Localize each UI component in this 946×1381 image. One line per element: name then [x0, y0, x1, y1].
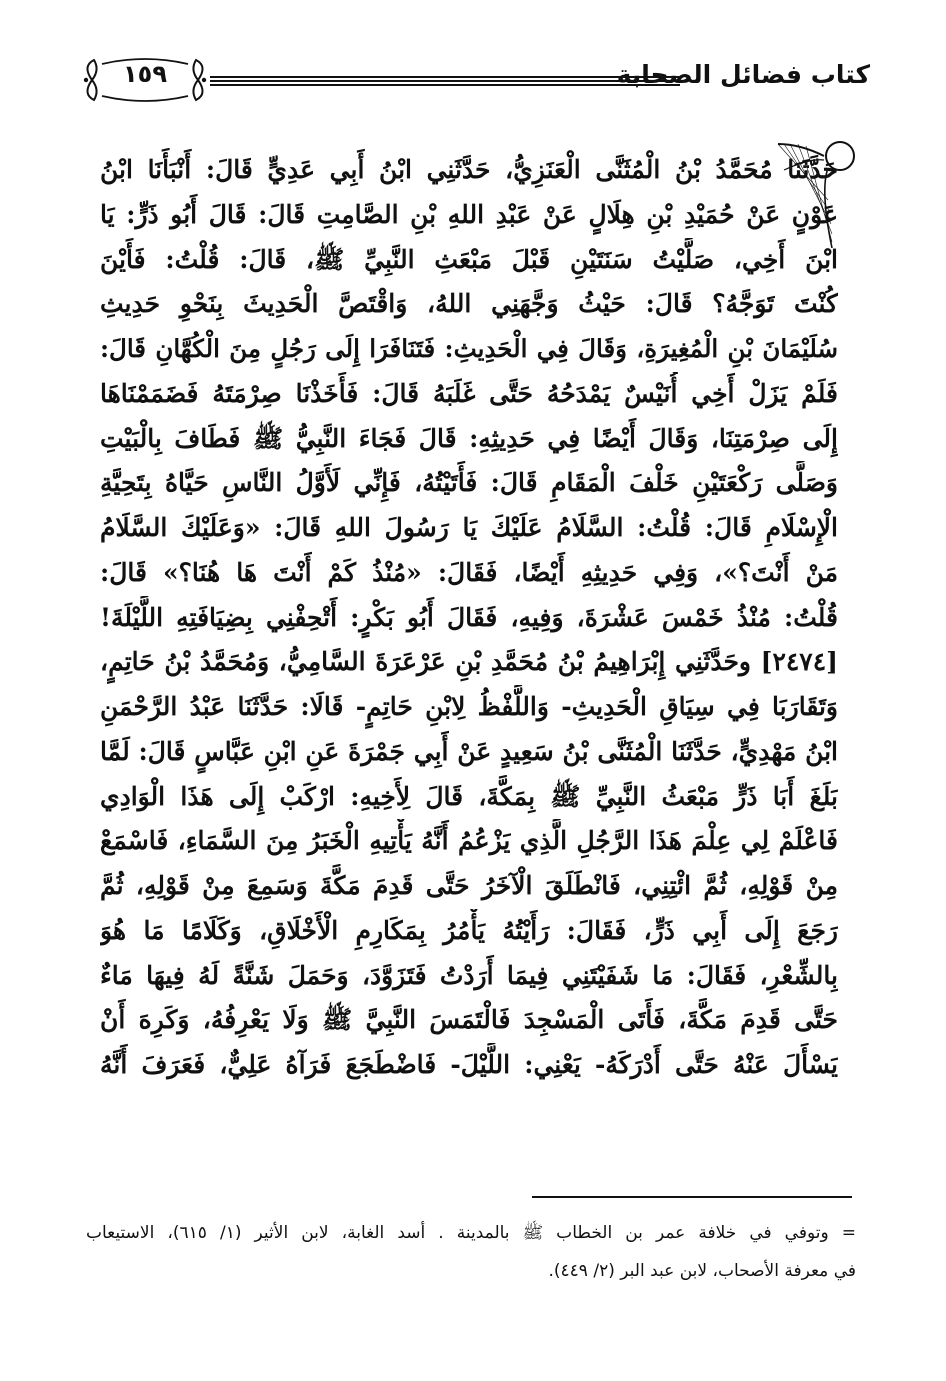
text-line: بِالشِّعْرِ، فَقَالَ: مَا شَفَيْتَنِي فِيمَا أَرَدْتُ فَتَزَوَّدَ، وَحَمَلَ شَنَّةً لَهُ فِيهَا مَاءٌ — [100, 960, 838, 990]
text-line: حَدَّثَنَا مُحَمَّدُ بْنُ الْمُثَنَّى الْعَنَزِيُّ، حَدَّثَنِي ابْنُ أَبِي عَدِيٍّ قَالَ: أَنْبَأَنَا ابْنُ — [100, 155, 838, 184]
text-line: كُنْتَ تَوَجَّهُ؟ قَالَ: حَيْثُ وَجَّهَنِي اللهُ، وَاقْتَصَّ الْحَدِيثَ بِنَحْوِ حَدِيثِ — [100, 289, 838, 319]
footnote-line: في معرفة الأصحاب، لابن عبد البر (٢/ ٤٤٩). — [548, 1261, 856, 1281]
text-line: فَاعْلَمْ لِي عِلْمَ هَذَا الرَّجُلِ الَّذِي يَزْعُمُ أَنَّهُ يَأْتِيهِ الْخَبَرُ مِنَ السَّمَاءِ، فَاسْمَعْ — [100, 826, 838, 856]
text-line: الْإِسْلَامِ قَالَ: قُلْتُ: السَّلَامُ عَلَيْكَ يَا رَسُولَ اللهِ قَالَ: «وَعَلَيْكَ السَّلَامُ — [100, 513, 838, 542]
text-line: يَسْأَلَ عَنْهُ حَتَّى أَدْرَكَهُ- يَعْنِي: اللَّيْلَ- فَاضْطَجَعَ فَرَآهُ عَلِيٌّ، فَعَرَفَ أَنَّهُ — [100, 1050, 838, 1079]
text-line: مَنْ أَنْتَ؟»، وَفِي حَدِيثِهِ أَيْضًا، فَقَالَ: «مُنْذُ كَمْ أَنْتَ هَا هُنَا؟» قَالَ: — [100, 557, 838, 587]
text-line: [٢٤٧٤] وحَدَّثَنِي إِبْرَاهِيمُ بْنُ مُحَمَّدِ بْنِ عَرْعَرَةَ السَّامِيُّ، وَمُحَمَّدُ بْنُ حَاتِمٍ، — [100, 647, 838, 677]
text-line: عَوْنٍ عَنْ حُمَيْدِ بْنِ هِلَالٍ عَنْ عَبْدِ اللهِ بْنِ الصَّامِتِ قَالَ: قَالَ أَبُو ذَرٍّ: يَا — [100, 199, 838, 229]
page-header — [80, 56, 870, 116]
text-line: فَلَمْ يَزَلْ أَخِي أُنَيْسٌ يَمْدَحُهُ حَتَّى غَلَبَهُ قَالَ: فَأَخَذْنَا صِرْمَتَهُ فَضَمَمْنَاهَا — [100, 378, 838, 408]
text-line: قُلْتُ: مُنْذُ خَمْسَ عَشْرَةَ، وَفِيهِ، فَقَالَ أَبُو بَكْرٍ: أَتْحِفْنِي بِضِيَافَتِهِ اللَّيْلَةَ! — [100, 602, 838, 632]
text-line: حَتَّى قَدِمَ مَكَّةَ، فَأَتَى الْمَسْجِدَ فَالْتَمَسَ النَّبِيَّ ﷺ وَلَا يَعْرِفُهُ، وَكَرِهَ أَنْ — [100, 1005, 838, 1035]
text-line: إِلَى صِرْمَتِنَا، وَقَالَ أَيْضًا فِي حَدِيثِهِ: قَالَ فَجَاءَ النَّبِيُّ ﷺ فَطَافَ بِالْبَيْتِ — [100, 423, 838, 453]
text-line: ابْنُ مَهْدِيٍّ، حَدَّثَنَا الْمُثَنَّى بْنُ سَعِيدٍ عَنْ أَبِي جَمْرَةَ عَنِ ابْنِ عَبَّاسٍ قَالَ: لَمَّا — [100, 736, 838, 766]
hadith-text — [100, 148, 838, 1088]
footnote-line: = وتوفي في خلافة عمر بن الخطاب ﷺ بالمدينة . أسد الغابة، لابن الأثير (١/ ٦١٥)، الاستيعاب — [86, 1223, 856, 1243]
text-line: رَجَعَ إِلَى أَبِي ذَرٍّ، فَقَالَ: رَأَيْتُهُ يَأْمُرُ بِمَكَارِمِ الْأَخْلَاقِ، وَكَلَامًا مَا هُوَ — [100, 915, 838, 945]
book-title: كتاب فضائل الصحابة — [616, 60, 870, 89]
text-line: بَلَغَ أَبَا ذَرٍّ مَبْعَثُ النَّبِيِّ ﷺ بِمَكَّةَ، قَالَ لِأَخِيهِ: ارْكَبْ إِلَى هَذَا الْوَادِي — [100, 781, 838, 811]
text-line: سُلَيْمَانَ بْنِ الْمُغِيرَةِ، وَقَالَ فِي الْحَدِيثِ: فَتَنَافَرَا إِلَى رَجُلٍ مِنَ الْكُهَّانِ قَالَ: — [100, 334, 838, 363]
text-line: ابْنَ أَخِي، صَلَّيْتُ سَنَتَيْنِ قَبْلَ مَبْعَثِ النَّبِيِّ ﷺ، قَالَ: قُلْتُ: فَأَيْنَ — [100, 244, 838, 274]
page-number: ١٥٩ — [123, 60, 167, 88]
header-divider — [210, 74, 680, 88]
text-line: وَتَقَارَبَا فِي سِيَاقِ الْحَدِيثِ- وَاللَّفْظُ لِابْنِ حَاتِمٍ- قَالَا: حَدَّثَنَا عَبْدُ الرَّحْمَنِ — [100, 692, 838, 721]
text-line: وَصَلَّى رَكْعَتَيْنِ خَلْفَ الْمَقَامِ قَالَ: فَأَتَيْتُهُ، فَإِنِّي لَأَوَّلُ النَّاسِ حَيَّاهُ بِتَحِيَّةِ — [100, 468, 838, 498]
footnote-divider — [532, 1196, 852, 1198]
text-line: مِنْ قَوْلِهِ، ثُمَّ ائْتِنِي، فَانْطَلَقَ الْآخَرُ حَتَّى قَدِمَ مَكَّةَ وَسَمِعَ مِنْ قَوْلِهِ، ثُمَّ — [100, 871, 838, 900]
footnote — [86, 1214, 856, 1290]
